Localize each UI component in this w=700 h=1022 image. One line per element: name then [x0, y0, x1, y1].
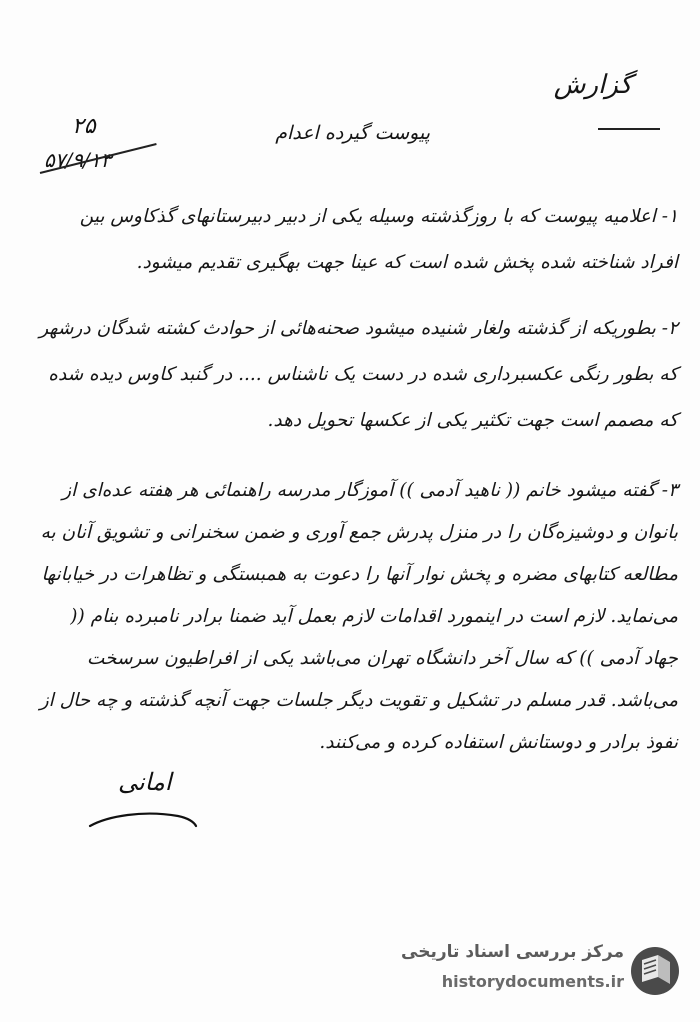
document-number: ۲۵ — [72, 114, 96, 139]
signature: امانی — [118, 768, 172, 796]
archive-logo-icon — [628, 942, 682, 1000]
paragraph-1: ۱- اعلامیه پیوست که با روزگذشته وسیله یکی از دبیر دبیرستانهای گذکاوس بین افراد شناخته شده پخش شده است که عینا جهت بهگیری تقدیم میشود. — [79, 206, 678, 273]
document-date: ۵۷/۹/۱۳ — [44, 148, 112, 172]
paragraph-3: ۳- گفته میشود خانم (( ناهید آدمی )) آموزگار مدرسه راهنمائی هر هفته عده‌ای از بانوان و دوشیزه‌گان را در منزل پدرش جمع آوری و ضمن سخنرانی و تشویق آنان به مطالعه کتابهای مضره و پخش نوار آنها را دعوت به همبستگی و تظاهرات در خیابانها می‌نماید. لازم است در اینمورد اقدامات لازم بعمل آید ضمنا برادر نامبرده بنام (( جهاد آدمی )) که سال آخر دانشگاه تهران می‌باشد یکی از افراطیون سرسخت می‌باشد. قدر مسلم در تشکیل و تقویت دیگر جلسات جهت آنچه گذشته و چه حال از نفوذ برادر و دوستانش استفاده کرده و می‌کنند. — [39, 480, 678, 753]
title-underline — [598, 128, 660, 130]
document-title: گزارش — [553, 70, 632, 100]
signature-stroke — [88, 804, 198, 834]
document-subject: پیوست گیرده اعدام — [275, 122, 430, 144]
paragraph-2: ۲- بطوریکه از گذشته ولغار شنیده میشود صحنه‌هائی از حوادث کشته شدگان درشهر که بطور رنگی عکسبرداری شده در دست یک ناشناس .... در گنبد کاوس دیده شده که مصمم است جهت تکثیر یکی از عکسها تحویل دهد. — [39, 318, 678, 431]
watermark-url: historydocuments.ir — [441, 972, 624, 991]
watermark-organization: مرکز بررسی اسناد تاریخی — [401, 942, 624, 962]
watermark — [402, 936, 682, 1008]
